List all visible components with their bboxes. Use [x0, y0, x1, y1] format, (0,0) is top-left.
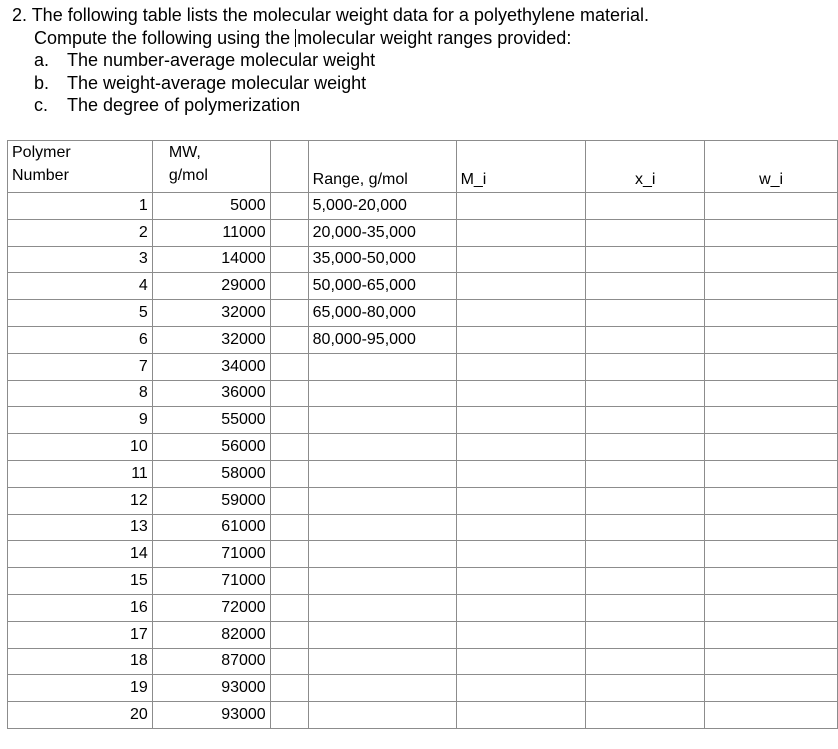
cell-mi: [456, 219, 586, 246]
table-row: [8, 193, 838, 220]
cell-polymer-number: 15: [8, 568, 153, 595]
cell-blank: [270, 380, 308, 407]
header-mw-line1: MW,: [168, 144, 201, 161]
cell-polymer-number: 3: [8, 246, 153, 273]
cell-mw: 32000: [152, 326, 270, 353]
cell-polymer-number: 12: [8, 487, 153, 514]
item-letter: a.: [34, 50, 50, 70]
cell-xi: [586, 273, 705, 300]
cell-mi: [456, 353, 586, 380]
item-text: The weight-average molecular weight: [67, 72, 367, 93]
instruction-text-end: molecular weight ranges provided:: [297, 27, 572, 48]
table-row: [8, 648, 838, 675]
item-letter: b.: [34, 72, 50, 93]
cell-polymer-number: 1: [8, 193, 153, 220]
cell-wi: [705, 246, 838, 273]
item-text: The degree of polymerization: [67, 95, 301, 115]
table-row: [8, 675, 838, 702]
cell-range: 35,000-50,000: [308, 246, 456, 273]
cell-range: [308, 407, 456, 434]
table-row: [8, 326, 838, 353]
cell-range: [308, 353, 456, 380]
cell-mw: 36000: [152, 380, 270, 407]
cell-range: [308, 460, 456, 487]
table-row: [8, 460, 838, 487]
cell-xi: [586, 353, 705, 380]
cell-polymer-number: 9: [8, 407, 153, 434]
cell-mi: [456, 326, 586, 353]
cell-mw: 71000: [152, 541, 270, 568]
cell-wi: [705, 300, 838, 327]
cell-mi: [456, 380, 586, 407]
question-text: [12, 4, 649, 117]
cell-xi: [586, 407, 705, 434]
cell-mi: [456, 193, 586, 220]
cell-blank: [270, 326, 308, 353]
cell-wi: [705, 594, 838, 621]
cell-mw: 5000: [152, 193, 270, 220]
cell-mw: 72000: [152, 594, 270, 621]
cell-blank: [270, 353, 308, 380]
cell-range: 65,000-80,000: [308, 300, 456, 327]
cell-xi: [586, 434, 705, 461]
cell-blank: [270, 621, 308, 648]
table-row: [8, 541, 838, 568]
table-header-row: [8, 141, 838, 193]
header-mw-line2: g/mol: [168, 167, 208, 184]
cell-blank: [270, 594, 308, 621]
cell-wi: [705, 219, 838, 246]
cell-mi: [456, 594, 586, 621]
cell-blank: [270, 407, 308, 434]
header-wi: w_i: [705, 141, 838, 193]
cell-mw: 29000: [152, 273, 270, 300]
cell-range: [308, 594, 456, 621]
table-row: [8, 434, 838, 461]
cell-blank: [270, 300, 308, 327]
item-text: The number-average molecular weight: [67, 50, 376, 70]
table-row: [8, 300, 838, 327]
cell-mi: [456, 568, 586, 595]
question-heading: 2. The following table lists the molecular weight data for a polyethylene material.: [12, 5, 650, 25]
header-polymer-line2: Number: [12, 167, 69, 184]
cell-xi: [586, 568, 705, 595]
cell-range: [308, 487, 456, 514]
cell-mi: [456, 514, 586, 541]
cell-mw: 93000: [152, 675, 270, 702]
cell-xi: [586, 246, 705, 273]
table-row: [8, 594, 838, 621]
cell-xi: [586, 514, 705, 541]
cell-xi: [586, 460, 705, 487]
question-instruction: [12, 27, 649, 50]
cell-polymer-number: 6: [8, 326, 153, 353]
cell-wi: [705, 326, 838, 353]
cell-mw: 61000: [152, 514, 270, 541]
cell-polymer-number: 18: [8, 648, 153, 675]
cell-range: 20,000-35,000: [308, 219, 456, 246]
cell-wi: [705, 407, 838, 434]
cell-xi: [586, 326, 705, 353]
instruction-text-start: Compute the following using the: [34, 27, 296, 48]
cell-range: [308, 621, 456, 648]
cell-polymer-number: 14: [8, 541, 153, 568]
cell-range: [308, 675, 456, 702]
cell-mw: 56000: [152, 434, 270, 461]
table-row: [8, 246, 838, 273]
cell-xi: [586, 219, 705, 246]
header-xi: x_i: [586, 141, 705, 193]
cell-mi: [456, 487, 586, 514]
table-row: [8, 621, 838, 648]
header-blank: [270, 141, 308, 193]
cell-range: [308, 434, 456, 461]
cell-mi: [456, 434, 586, 461]
question-item-b: [12, 72, 649, 95]
header-polymer-line1: Polymer: [12, 144, 71, 161]
cell-range: [308, 541, 456, 568]
cell-wi: [705, 675, 838, 702]
cell-mw: 82000: [152, 621, 270, 648]
cell-xi: [586, 300, 705, 327]
cell-wi: [705, 380, 838, 407]
cell-range: [308, 648, 456, 675]
cell-mi: [456, 621, 586, 648]
item-letter: c.: [34, 95, 49, 115]
molecular-weight-table: [7, 140, 838, 729]
table-row: [8, 273, 838, 300]
cell-wi: [705, 514, 838, 541]
question-item-c: [12, 94, 649, 117]
cell-mi: [456, 541, 586, 568]
cell-xi: [586, 648, 705, 675]
cell-range: [308, 702, 456, 729]
cell-polymer-number: 19: [8, 675, 153, 702]
table-row: [8, 514, 838, 541]
cell-mi: [456, 273, 586, 300]
cell-range: 50,000-65,000: [308, 273, 456, 300]
cell-mi: [456, 300, 586, 327]
cell-mw: 14000: [152, 246, 270, 273]
table-row: [8, 407, 838, 434]
cell-xi: [586, 675, 705, 702]
cell-range: [308, 568, 456, 595]
question-item-a: [12, 49, 649, 72]
cell-blank: [270, 460, 308, 487]
table-row: [8, 702, 838, 729]
header-mi: M_i: [456, 141, 586, 193]
cell-polymer-number: 2: [8, 219, 153, 246]
cell-mw: 11000: [152, 219, 270, 246]
cell-wi: [705, 648, 838, 675]
cell-range: [308, 514, 456, 541]
cell-polymer-number: 16: [8, 594, 153, 621]
cell-wi: [705, 621, 838, 648]
cell-range: [308, 380, 456, 407]
cell-blank: [270, 514, 308, 541]
table-row: [8, 568, 838, 595]
cell-mw: 34000: [152, 353, 270, 380]
cell-xi: [586, 541, 705, 568]
cell-blank: [270, 487, 308, 514]
cell-blank: [270, 193, 308, 220]
cell-xi: [586, 193, 705, 220]
cell-wi: [705, 273, 838, 300]
cell-polymer-number: 4: [8, 273, 153, 300]
table-row: [8, 353, 838, 380]
cell-mw: 87000: [152, 648, 270, 675]
cell-mi: [456, 460, 586, 487]
cell-wi: [705, 702, 838, 729]
header-mw: [152, 141, 270, 193]
cell-polymer-number: 17: [8, 621, 153, 648]
cell-mw: 32000: [152, 300, 270, 327]
cell-polymer-number: 5: [8, 300, 153, 327]
cell-xi: [586, 594, 705, 621]
cell-mw: 93000: [152, 702, 270, 729]
cell-mw: 59000: [152, 487, 270, 514]
cell-xi: [586, 487, 705, 514]
cell-mw: 58000: [152, 460, 270, 487]
cell-polymer-number: 10: [8, 434, 153, 461]
cell-wi: [705, 541, 838, 568]
header-polymer-number: [8, 141, 153, 193]
table-row: [8, 380, 838, 407]
header-range: Range, g/mol: [308, 141, 456, 193]
cell-mi: [456, 648, 586, 675]
cell-polymer-number: 7: [8, 353, 153, 380]
cell-xi: [586, 380, 705, 407]
cell-wi: [705, 193, 838, 220]
cell-range: 5,000-20,000: [308, 193, 456, 220]
cell-blank: [270, 541, 308, 568]
cell-wi: [705, 353, 838, 380]
cell-polymer-number: 8: [8, 380, 153, 407]
cell-xi: [586, 621, 705, 648]
cell-blank: [270, 568, 308, 595]
cell-wi: [705, 460, 838, 487]
cell-polymer-number: 13: [8, 514, 153, 541]
table-row: [8, 487, 838, 514]
cell-blank: [270, 219, 308, 246]
cell-blank: [270, 648, 308, 675]
cell-blank: [270, 675, 308, 702]
cell-mi: [456, 675, 586, 702]
cell-blank: [270, 434, 308, 461]
cell-xi: [586, 702, 705, 729]
cell-blank: [270, 273, 308, 300]
cell-blank: [270, 702, 308, 729]
cell-mw: 71000: [152, 568, 270, 595]
cell-mw: 55000: [152, 407, 270, 434]
cell-range: 80,000-95,000: [308, 326, 456, 353]
cell-wi: [705, 434, 838, 461]
cell-polymer-number: 20: [8, 702, 153, 729]
cell-polymer-number: 11: [8, 460, 153, 487]
cell-wi: [705, 487, 838, 514]
cell-wi: [705, 568, 838, 595]
table-row: [8, 219, 838, 246]
cell-blank: [270, 246, 308, 273]
cell-mi: [456, 702, 586, 729]
cell-mi: [456, 246, 586, 273]
cell-mi: [456, 407, 586, 434]
